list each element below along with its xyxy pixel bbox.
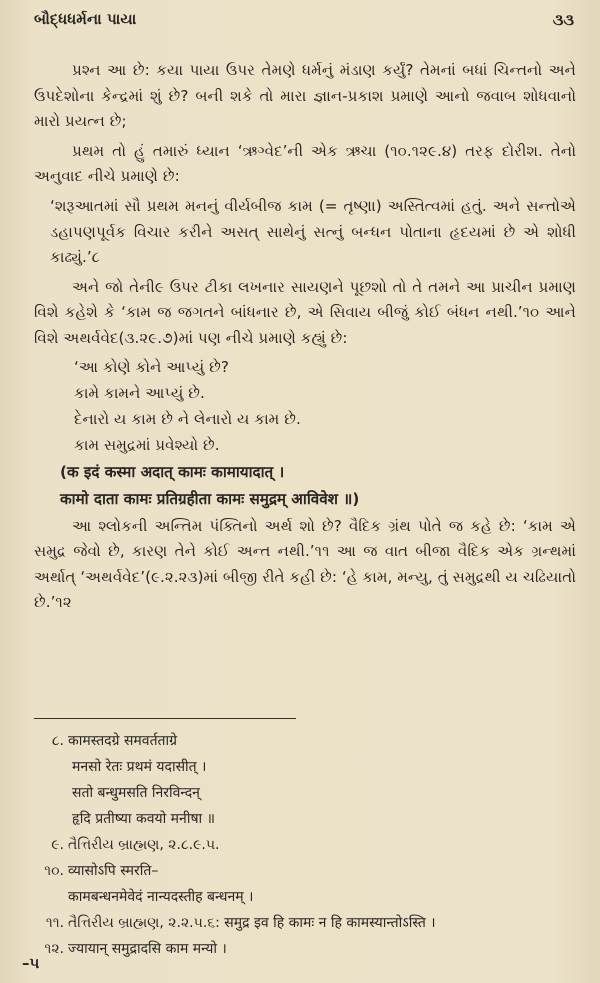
signature-mark: –૫: [22, 954, 40, 972]
footnote-line: ज्यायान् समुद्रादसि काम मन्यो ।: [68, 941, 227, 957]
paragraph: પ્રશ્ન આ છે: કયા પાયા ઉપર તેમણે ધર્મનું મંડાણ કર્યું? તેમનાં બધાં ચિન્તનો અને ઉપદેશોના કેન્દ્રમાં શું છે? બની શકે તો મારા જ્ઞાન-પ્રકાશ પ્રમાણે આનો જવાબ શોધવાનો મારો પ્રયત્ન છે;: [34, 61, 576, 131]
footnote-line: व्यासोऽपि स्मरति–: [68, 863, 159, 879]
footnote-number: ૧૦.: [44, 863, 64, 879]
footnote-line: તૈત્તિરીય બ્રાહ્મણ, ૨.૮.૯.૫.: [68, 837, 220, 853]
page-header: [34, 10, 574, 36]
footnote-line: તૈત્તિરીય બ્રાહ્મણ, ૨.૨.૫.૬: समुद्र इव हि कामः न हि कामस्यान्तोऽस्ति ।: [68, 915, 436, 931]
verse-block: [34, 354, 576, 458]
footnote-line: कामबन्धनमेवेदं नान्यदस्तीह बन्धनम् ।: [68, 889, 254, 905]
paragraph: પ્રથમ તો હું તમારું ધ્યાન ‘ઋગ્વેદ’ની એક ઋચા (૧૦.૧૨૯.૪) તરફ દોરીશ. તેનો અનુવાદ નીચે પ્રમાણે છે:: [34, 141, 576, 186]
footnote-number: ૧૧.: [45, 915, 64, 931]
verse-line: દેનારો ય કામ છે ને લેનારો ય કામ છે.: [74, 409, 301, 428]
footnote-number: ૧૨.: [44, 941, 64, 957]
verse-line: કામે કામને આપ્યું છે.: [74, 383, 205, 402]
footnote: [34, 728, 576, 832]
footnote-rule: [34, 718, 296, 719]
sanskrit-block: [34, 460, 576, 512]
paragraph: અને જો તેની૯ ઉપર ટીકા લખનાર સાયણને પૂછશો તો તે તમને આ પ્રાચીન પ્રમાણ વિશે કહેશે કે ‘કામ જ જગતને બાંધનાર છે, એ સિવાય બીજું કોઈ બંધન નથી.’૧૦ આને વિશે અથર્વવેદ(૩.૨૯.૭)માં પણ નીચે પ્રમાણે કહ્યું છે:: [34, 277, 576, 347]
footnote-number: ૯.: [51, 837, 64, 853]
page-number: ૩૩: [552, 10, 574, 29]
footnote: [34, 936, 576, 962]
running-title: બૌદ્ધધર્મના પાયા: [34, 10, 137, 28]
footnote: [34, 910, 576, 936]
footnote-number: ૮.: [51, 733, 64, 749]
footnote: [34, 858, 576, 910]
sanskrit-line: कामो दाता कामः प्रतिग्रहीता कामः समुद्रम् आविवेश ॥): [60, 489, 360, 508]
footnote-line: मनसो रेतः प्रथमं यदासीत् ।: [72, 759, 207, 775]
paragraph: આ શ્લોકની અન્તિમ પંક્તિનો અર્થ શો છે? વૈદિક ગ્રંથ પોતે જ કહે છે: ‘કામ એ સમુદ્ર જેવો છે, કારણ તેને કોઈ અન્ત નથી.’૧૧ આ જ વાત બીજા વૈદિક એક ગ્રન્થમાં અર્થાત્ ‘અથર્વવેદ’(૯.૨.૨૩)માં બીજી રીતે કહી છે: ‘હે કામ, મન્યુ, તું સમુદ્રથી ય ચઢિયાતો છે.’૧૨: [34, 516, 576, 612]
main-text: [34, 58, 576, 616]
footnote-line: कामस्तदग्रे समवर्तताग्रे: [68, 733, 178, 749]
verse-line: ‘આ કોણે કોને આપ્યું છે?: [74, 357, 229, 376]
footnote-line: सतो बन्धुमसति निरविन्दन्: [72, 785, 200, 801]
block-quote: ‘શરૂઆતમાં સૌ પ્રથમ મનનું વીર્યબીજ કામ (= તૃષ્ણા) અસ્તિત્વમાં હતું. અને સન્તોએ ડહાપણપૂર્વક વિચાર કરીને અસત્ સાથેનું સત્નું બન્ધન પોતાના હૃદયમાં છે એ શોધી કાઢ્યું.’૮: [50, 196, 576, 267]
footnote-line: हृदि प्रतीष्या कवयो मनीषा ॥: [72, 811, 216, 827]
verse-line: કામ સમુદ્રમાં પ્રવેશ્યો છે.: [74, 435, 220, 454]
sanskrit-line: (क इदं कस्मा अदात् कामः कामायादात् ।: [60, 462, 285, 481]
footnote: [34, 832, 576, 858]
footnotes: [34, 728, 576, 962]
